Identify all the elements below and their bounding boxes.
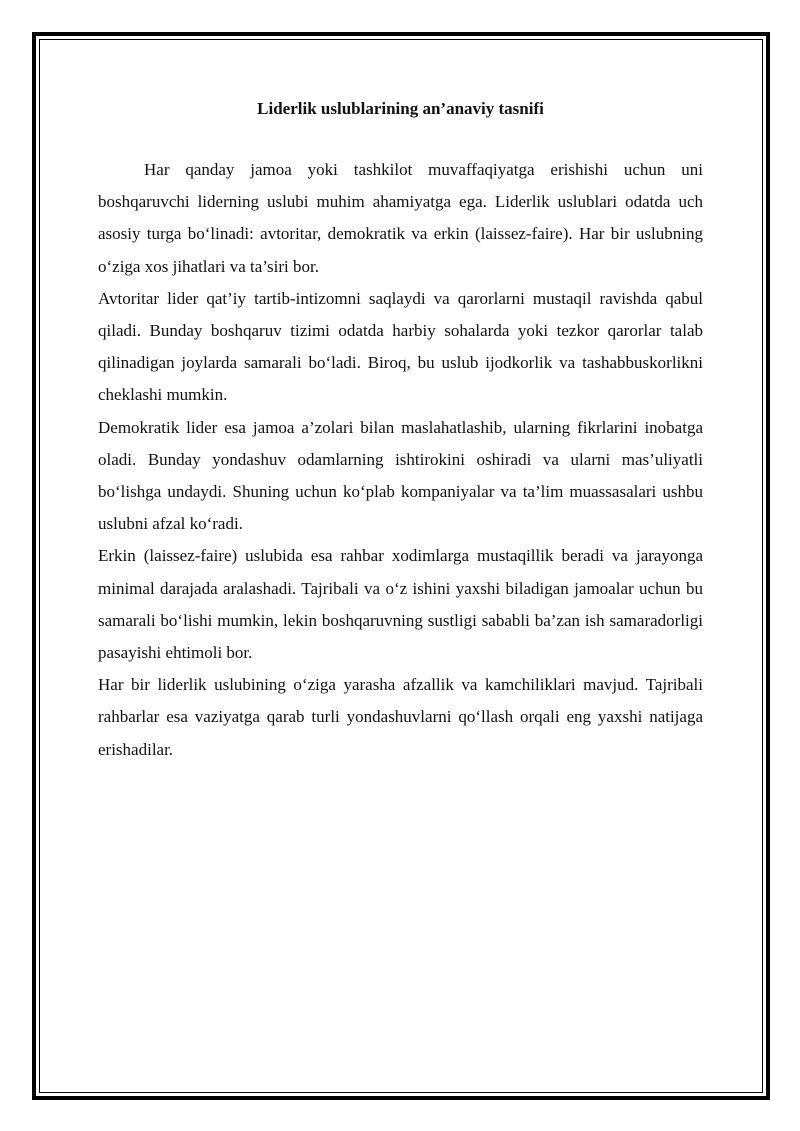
paragraph-authoritarian: Avtoritar lider qat’iy tartib-intizomni saqlaydi va qarorlarni mustaqil ravishda qabul qiladi. Bunday boshqaruv tizimi odatda harbiy sohalarda yoki tezkor qarorlar talab qilinadigan joylarda samarali bo‘ladi. Biroq, bu uslub ijodkorlik va tashabbuskorlikni cheklashi mumkin. — [98, 288, 703, 405]
paragraph-democratic: Demokratik lider esa jamoa a’zolari bilan maslahatlashib, ularning fikrlarini inobatga oladi. Bunday yondashuv odamlarning ishtirokini oshiradi va ularni mas’uliyatli bo‘lishga undaydi. Shuning uchun ko‘plab kompaniyalar va ta’lim muassasalari ushbu uslubni afzal ko‘radi. — [98, 417, 703, 534]
paragraph-intro: Har qanday jamoa yoki tashkilot muvaffaqiyatga erishishi uchun uni boshqaruvchi liderning uslubi muhim ahamiyatga ega. Liderlik uslublari odatda uch asosiy turga bo‘linadi: avtoritar, demokratik va erkin (laissez-faire). Har bir uslubning o‘ziga xos jihatlari va ta’siri bor. — [98, 160, 703, 276]
document-title: Liderlik uslublarining an’anaviy tasnifi — [257, 99, 544, 118]
document-body — [98, 92, 703, 766]
paragraph-laissez-faire: Erkin (laissez-faire) uslubida esa rahbar xodimlarga mustaqillik beradi va jarayonga minimal darajada aralashadi. Tajribali va o‘z ishini yaxshi biladigan jamoalar uchun bu samarali bo‘lishi mumkin, lekin boshqaruvning sustligi sababli ba’zan ish samaradorligi pasayishi ehtimoli bor. — [98, 546, 703, 663]
paragraph-conclusion: Har bir liderlik uslubining o‘ziga yarasha afzallik va kamchiliklari mavjud. Tajribali rahbarlar esa vaziyatga qarab turli yondashuvlarni qo‘llash orqali eng yaxshi natijaga erishadilar. — [98, 675, 703, 759]
